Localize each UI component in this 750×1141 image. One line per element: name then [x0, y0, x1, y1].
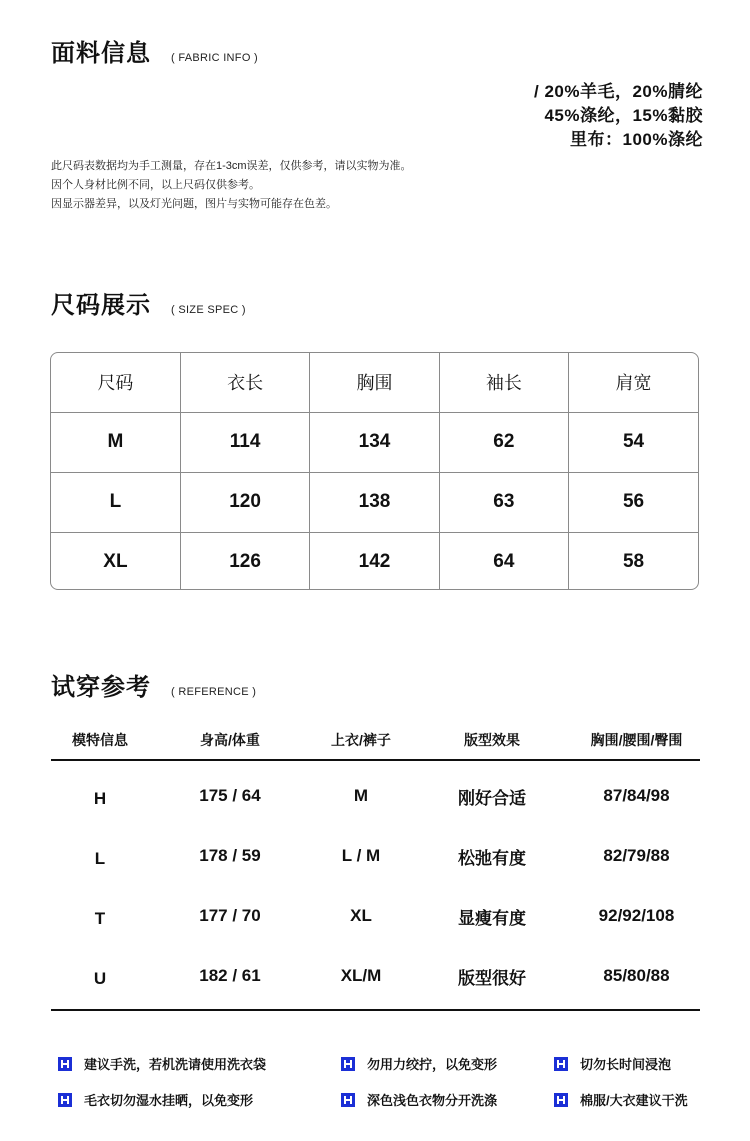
- reference-cell: 182 / 61: [199, 966, 261, 985]
- reference-table-header: [51, 730, 700, 760]
- care-text: 深色浅色衣物分开洗涤: [367, 1093, 498, 1108]
- care-h-icon: [341, 1057, 355, 1071]
- care-item: [341, 1090, 497, 1109]
- size-table-row: [51, 472, 698, 532]
- reference-bottom-rule: [51, 1009, 700, 1011]
- reference-cell: 松弛有度: [458, 848, 526, 868]
- care-h-icon: [58, 1093, 72, 1107]
- care-h-icon: [58, 1057, 72, 1071]
- fabric-section-title: [51, 33, 258, 68]
- size-cell: M: [51, 412, 180, 472]
- reference-cell: T: [94, 909, 106, 928]
- composition-line: 45%涤纶，15%黏胶: [544, 106, 703, 125]
- reference-cell: XL/M: [340, 966, 382, 985]
- size-header-cell: 尺码: [51, 353, 180, 412]
- size-header-cell: 衣长: [180, 353, 309, 412]
- reference-cell: 175 / 64: [199, 786, 261, 805]
- size-cell: 58: [622, 551, 645, 573]
- reference-cell: 85/80/88: [603, 966, 670, 985]
- size-cell: 120: [180, 472, 309, 532]
- reference-header-cell: 版型效果: [464, 732, 520, 748]
- size-header-cell: 袖长: [439, 353, 568, 412]
- fabric-composition: [534, 80, 703, 152]
- reference-cell: M: [353, 786, 369, 805]
- reference-cell: 刚好合适: [458, 788, 526, 808]
- size-cell: 56: [569, 472, 698, 532]
- reference-title: 试穿参考: [51, 674, 151, 701]
- size-cell: 114: [180, 412, 309, 472]
- reference-table-body: [51, 766, 700, 1006]
- care-text: 毛衣切勿湿水挂晒，以免变形: [84, 1093, 254, 1108]
- fabric-title-en: ( FABRIC INFO ): [171, 52, 258, 64]
- reference-row: [51, 826, 700, 886]
- reference-cell: 87/84/98: [603, 786, 670, 805]
- reference-cell: 82/79/88: [603, 846, 670, 865]
- reference-header-cell: 模特信息: [72, 732, 128, 748]
- size-cell: 63: [439, 472, 568, 532]
- reference-row: [51, 766, 700, 826]
- size-header-cell: 肩宽: [569, 353, 698, 412]
- reference-cell: 177 / 70: [199, 906, 261, 925]
- care-item: [341, 1054, 497, 1073]
- size-header-cell: 胸围: [310, 353, 439, 412]
- size-table-row: [51, 532, 698, 590]
- note-line: 因个人身材比例不同，以上尺码仅供参考。: [51, 179, 260, 191]
- size-cell: 126: [180, 532, 309, 590]
- reference-cell: 178 / 59: [199, 846, 261, 865]
- reference-row: [51, 946, 700, 1006]
- care-item: [58, 1054, 266, 1073]
- size-cell: 142: [310, 532, 439, 590]
- care-text: 切勿长时间浸泡: [580, 1057, 672, 1072]
- size-cell: XL: [51, 532, 180, 590]
- composition-line: 里布：100%涤纶: [570, 130, 703, 149]
- care-h-icon: [554, 1057, 568, 1071]
- size-title: 尺码展示: [51, 292, 151, 319]
- size-cell: 134: [310, 412, 439, 472]
- reference-cell: L: [94, 849, 106, 868]
- care-item: [554, 1054, 671, 1073]
- care-text: 勿用力绞拧，以免变形: [367, 1057, 498, 1072]
- size-cell: 138: [310, 472, 439, 532]
- reference-cell: 版型很好: [458, 968, 526, 988]
- fabric-title: 面料信息: [51, 40, 151, 67]
- reference-cell: L / M: [341, 846, 381, 865]
- care-text: 建议手洗，若机洗请使用洗衣袋: [84, 1057, 267, 1072]
- reference-header-cell: 胸围/腰围/臀围: [590, 732, 683, 748]
- care-h-icon: [341, 1093, 355, 1107]
- size-cell: 64: [439, 532, 568, 590]
- reference-title-en: ( REFERENCE ): [171, 686, 257, 698]
- reference-cell: 92/92/108: [598, 906, 675, 925]
- size-title-en: ( SIZE SPEC ): [171, 304, 246, 316]
- size-table-row: [51, 412, 698, 472]
- notes: [51, 157, 412, 214]
- care-text: 棉服/大衣建议干洗: [580, 1093, 688, 1108]
- note-line: 此尺码表数据均为手工测量，存在1-3cm误差，仅供参考，请以实物为准。: [51, 160, 412, 172]
- size-cell: 54: [569, 412, 698, 472]
- reference-section-title: [51, 667, 256, 702]
- reference-row: [51, 886, 700, 946]
- reference-header-cell: 上衣/裤子: [331, 732, 391, 748]
- care-item: [554, 1090, 688, 1109]
- size-cell: 62: [439, 412, 568, 472]
- size-section-title: [51, 285, 246, 320]
- composition-line: / 20%羊毛，20%腈纶: [534, 82, 703, 101]
- reference-cell: XL: [350, 906, 372, 925]
- size-table: [50, 352, 699, 590]
- reference-cell: 显瘦有度: [458, 908, 526, 928]
- care-item: [58, 1090, 253, 1109]
- note-line: 因显示器差异，以及灯光问题，图片与实物可能存在色差。: [51, 198, 337, 210]
- reference-cell: H: [93, 789, 107, 808]
- care-h-icon: [554, 1093, 568, 1107]
- size-table-header: [51, 353, 698, 412]
- size-cell: L: [51, 472, 180, 532]
- reference-top-rule: [51, 759, 700, 761]
- reference-cell: U: [93, 969, 107, 988]
- reference-header-cell: 身高/体重: [200, 732, 260, 748]
